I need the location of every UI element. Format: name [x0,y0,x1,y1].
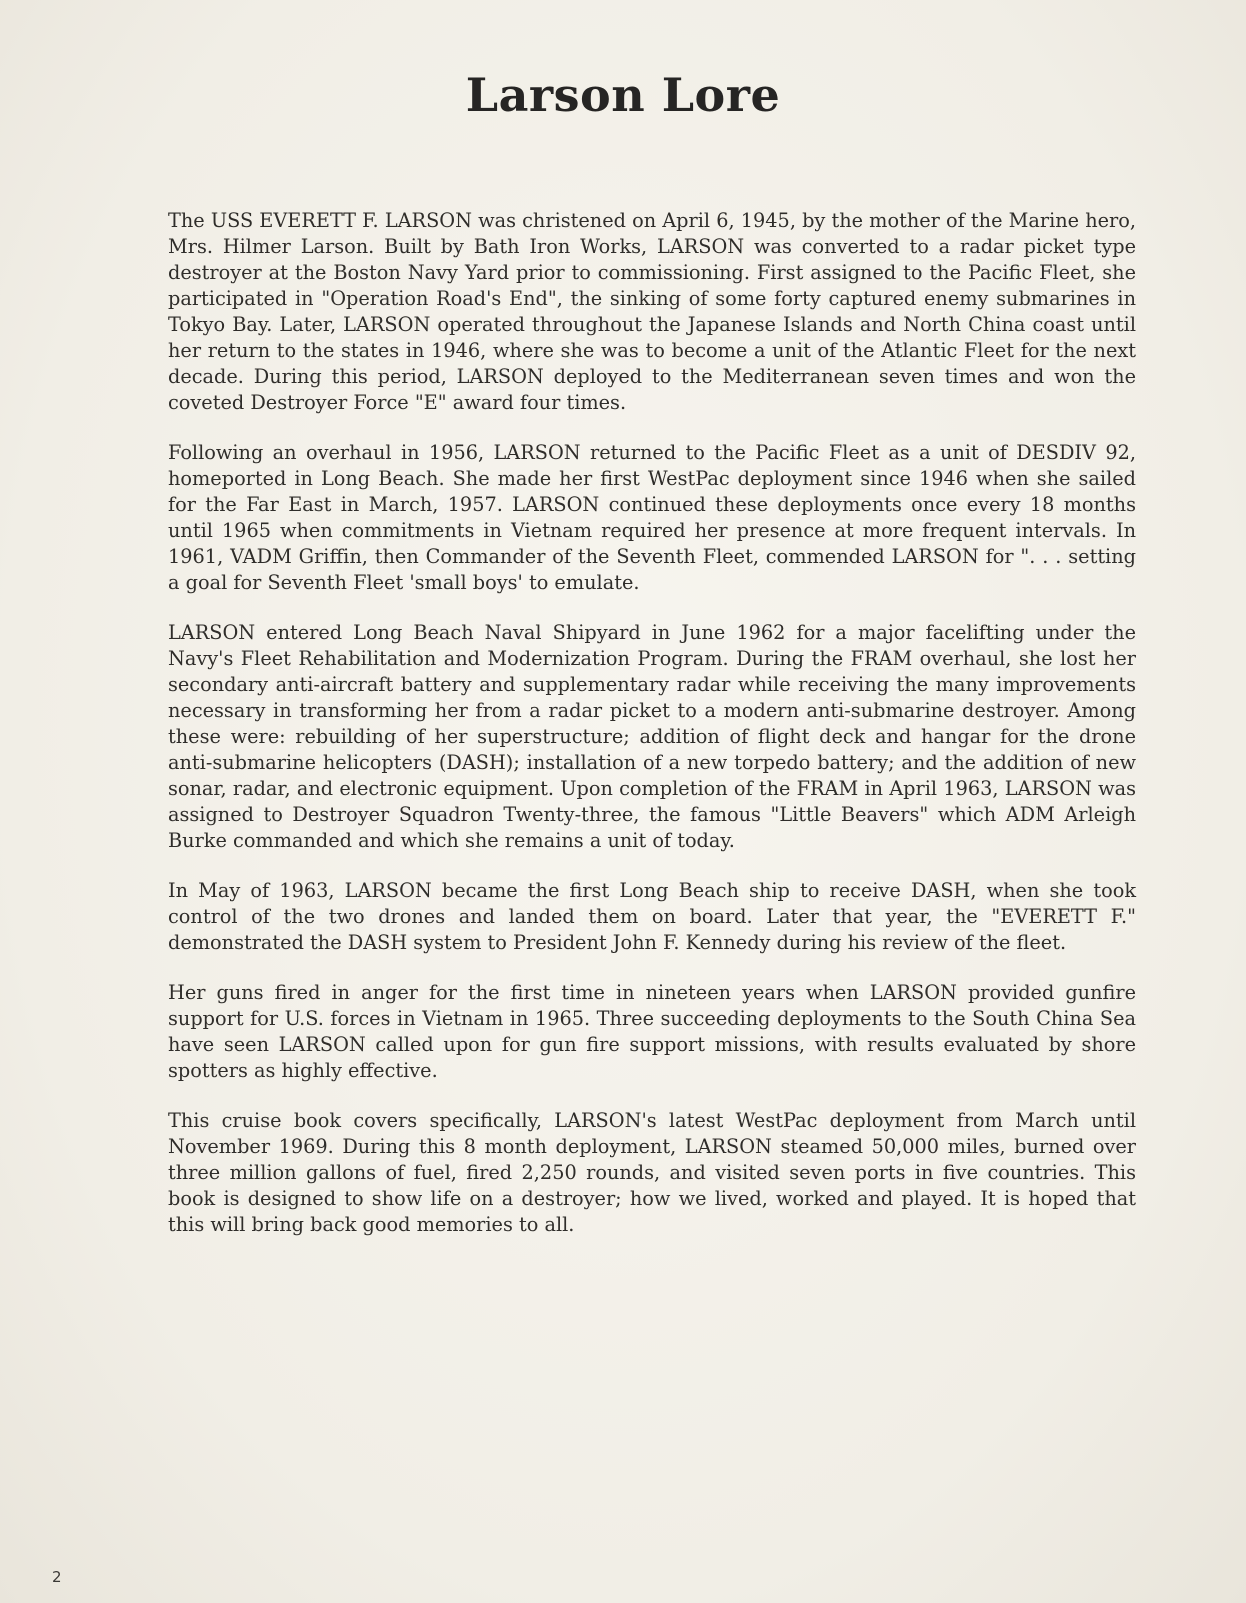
paragraph-gunfire-support: Her guns fired in anger for the first time in nineteen years when LARSON provided gunfire support for U.S. forces in Vietnam in 1965. Three succeeding deployments to the South China Sea have seen LARSON called upon for gun fire support missions, with results evaluated by shore spotters as highly effective. [168,981,1136,1082]
paragraph-dash: In May of 1963, LARSON became the first Long Beach ship to receive DASH, when she took control of the two drones and landed them on board. Later that year, the "EVERETT F." demonstrated the DASH system to President John F. Kennedy during his review of the fleet. [168,879,1136,954]
paragraph-fram-overhaul: LARSON entered Long Beach Naval Shipyard in June 1962 for a major facelifting under the Navy's Fleet Rehabilitation and Modernization Program. During the FRAM overhaul, she lost her secondary anti-aircraft battery and supplementary radar while receiving the many improvements necessary in transforming her from a radar picket to a modern anti-submarine destroyer. Among these were: rebuilding of her superstructure; addition of flight deck and hangar for the drone anti-submarine helicopters (DASH); installation of a new torpedo battery; and the addition of new sonar, radar, and electronic equipment. Upon completion of the FRAM in April 1963, LARSON was assigned to Destroyer Squadron Twenty-three, the famous "Little Beavers" which ADM Arleigh Burke commanded and which she remains a unit of today. [168,621,1136,852]
paragraph-christening: The USS EVERETT F. LARSON was christened on April 6, 1945, by the mother of the Marine hero, Mrs. Hilmer Larson. Built by Bath Iron Works, LARSON was converted to a radar picket type destroyer at the Boston Navy Yard prior to commissioning. First assigned to the Pacific Fleet, she participated in "Operation Road's End", the sinking of some forty captured enemy submarines in Tokyo Bay. Later, LARSON operated throughout the Japanese Islands and North China coast until her return to the states in 1946, where she was to become a unit of the Atlantic Fleet for the next decade. During this period, LARSON deployed to the Mediterranean seven times and won the coveted Destroyer Force "E" award four times. [168,209,1136,414]
page-number: 2 [52,1568,62,1586]
paragraph-cruise-book: This cruise book covers specifically, LARSON's latest WestPac deployment from March until November 1969. During this 8 month deployment, LARSON steamed 50,000 miles, burned over three million gallons of fuel, fired 2,250 rounds, and visited seven ports in five countries. This book is designed to show life on a destroyer; how we lived, worked and played. It is hoped that this will bring back good memories to all. [168,1109,1136,1236]
paragraph-westpac-deployments: Following an overhaul in 1956, LARSON returned to the Pacific Fleet as a unit of DESDIV 92, homeported in Long Beach. She made her first WestPac deployment since 1946 when she sailed for the Far East in March, 1957. LARSON continued these deployments once every 18 months until 1965 when commitments in Vietnam required her presence at more frequent intervals. In 1961, VADM Griffin, then Commander of the Seventh Fleet, commended LARSON for ". . . setting a goal for Seventh Fleet 'small boys' to emulate. [168,441,1136,594]
page-title: Larson Lore [465,68,781,122]
article-body [168,208,1136,1262]
